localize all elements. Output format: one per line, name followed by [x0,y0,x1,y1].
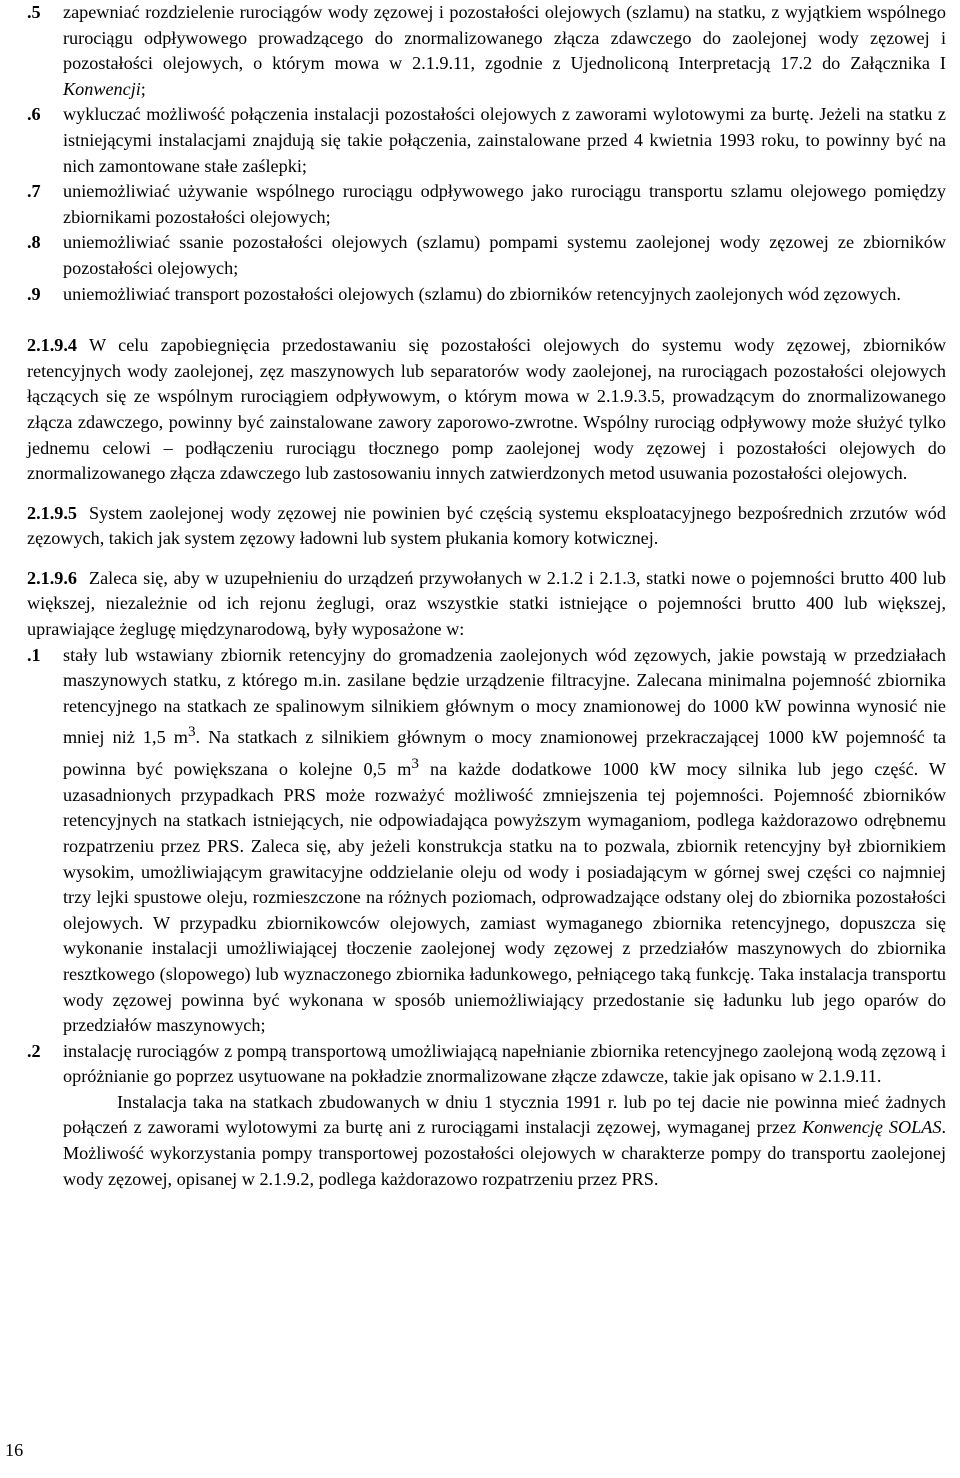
item-number: .9 [27,283,41,304]
section-2-1-9-5: 2.1.9.5 System zaolejonej wody zęzowej nie powinien być częścią systemu eksploatacyjnego bezpośrednich zrzutów wód zęzowych, takich jak system zęzowy ładowni lub system płukania komory kotwicznej. [27,502,946,549]
list-item-8: .8 uniemożliwiać ssanie pozostałości olejowych (szlamu) pompami systemu zaolejonej wody zęzowej ze zbiorników pozostałości olejowych; [27,232,946,278]
section-number: 2.1.9.5 [27,502,78,523]
sub-item-2: .2 instalację rurociągów z pompą transportową umożliwiającą napełnianie zbiornika retencyjnego zaolejoną wodą zęzową i opróżnianie go poprzez usytuowane na pokładzie znormalizowane złącze zdawcze, takie jak opisano w 2.1.9.11. [27,1040,946,1087]
list-item-7: .7 uniemożliwiać używanie wspólnego rurociągu odpływowego jako rurociągu transportu szlamu olejowego pomiędzy zbiornikami pozostałości olejowych; [27,181,946,227]
list-item-5: .5 zapewniać rozdzielenie rurociągów wody zęzowej i pozostałości olejowych (szlamu) na statku, z wyjątkiem wspólnego rurociągu odpływowego prowadzącego do znormalizowanego złącza zdawczego do zaolejonej wody zęzowej i pozostałości olejowych, o którym mowa w 2.1.9.11, zgodnie z Ujednoliconą Interpretacją 17.2 do Załącznika I Konwencji; [27,2,946,99]
item-number: .7 [27,181,41,202]
section-number: 2.1.9.4 [27,335,78,356]
section-2-1-9-6: 2.1.9.6 Zaleca się, aby w uzupełnieniu do urządzeń przywołanych w 2.1.2 i 2.1.3, statki nowe o pojemności brutto 400 lub większej, niezależnie od ich rejonu żeglugi, oraz wszystkie statki istniejące o pojemności brutto 400 lub większej, uprawiające żeglugę międzynarodową, były wyposażone w: [27,567,946,640]
sub-item-1: .1 stały lub wstawiany zbiornik retencyjny do gromadzenia zaolejonych wód zęzowych, jakie powstają w przedziałach maszynowych statku, z którego m.in. zasilane będzie urządzenie filtracyjne. Zalecana minimalna pojemność zbiornika retencyjnego na statkach ze spalinowym silnikiem głównym o mocy znamionowej do 1000 kW powinna wynosić nie mniej niż 1,5 $m^3$. Na statkach z silnikiem głównym o mocy znamionowej przekraczającej 1000 kW pojemność ta powinna być powiększana o kolejne 0,5 $m^3$ na każde dodatkowe 1000 kW mocy silnika lub jego część. W uzasadnionych przypadkach PRS może rozważyć możliwość zmniejszenia tej pojemności. Pojemność zbiorników retencyjnych na statkach istniejących, nie odpowiadająca powyższym wymaganiom, podlega każdorazowo odrębnemu rozpatrzeniu przez PRS. Zaleca się, aby jeżeli konstrukcja statku na to pozwala, zbiornik retencyjny był zbiornikiem wysokim, umożliwiającym grawitacyjne oddzielanie oleju od wody i posiadającym w górnej swej części co najmniej trzy lejki spustowe oleju, rozmieszczone na różnych poziomach, odprowadzające odstany olej do zbiornika pozostałości olejowych. W przypadku zbiornikowców olejowych, zamiast wymaganego zbiornika retencyjnego, dopuszcza się wykonanie instalacji umożliwiającej tłoczenie zaolejonej wody zęzowej z przedziałów maszynowych do zbiornika resztkowego (slopowego) lub wyznaczonego zbiornika ładunkowego, pełniącego taką funkcję. Taka instalacja transportu wody zęzowej powinna być wykonana w sposób uniemożliwiający przedostanie się ładunku lub jego oparów do przedziałów maszynowych; [27,644,946,1036]
installation-note: Instalacja taka na statkach zbudowanych w dniu 1 stycznia 1991 r. lub po tej dacie nie powinna mieć żadnych połączeń z zaworami wylotowymi za burtę ani z rurociągami instalacji zęzowej, wymaganej przez Konwencję SOLAS. Możliwość wykorzystania pompy transportowej pozostałości olejowych w charakterze pompy do transportu zaolejonej wody zęzowej, opisanej w 2.1.9.2, podlega każdorazowo rozpatrzeniu przez PRS. [63,1091,946,1189]
item-number: .6 [27,104,41,125]
section-number: 2.1.9.6 [27,567,78,588]
item-number: .8 [27,232,41,253]
item-number: .5 [27,2,41,22]
item-number: .2 [27,1040,41,1061]
page-number: 16 [5,1440,24,1460]
item-number: .1 [27,644,41,665]
list-item-6: .6 wykluczać możliwość połączenia instalacji pozostałości olejowych z zaworami wylotowymi za burtę. Jeżeli na statku z istniejącymi instalacjami znajdują się takie połączenia, zainstalowane przed 4 kwietnia 1993 roku, to powinny być na nich zamontowane stałe zaślepki; [27,104,946,176]
document-body [27,0,946,1192]
list-item-9: .9 uniemożliwiać transport pozostałości olejowych (szlamu) do zbiorników retencyjnych zaolejonych wód zęzowych. [27,282,946,308]
section-2-1-9-4: 2.1.9.4 W celu zapobiegnięcia przedostawaniu się pozostałości olejowych do systemu wody zęzowej, zbiorników retencyjnych wody zaolejonej, zęz maszynowych lub separatorów wody zaolejonej, na rurociągach pozostałości olejowych łączących się ze wspólnym rurociągiem odpływowym, o którym mowa w 2.1.9.3.5, prowadzącym do znormalizowanego złącza zdawczego, powinny być zainstalowane zawory zaporowo-zwrotne. Wspólny rurociąg odpływowy może służyć tylko jednemu celowi – podłączeniu rurociągu tłocznego pomp zaolejonej wody zęzowej i pozostałości olejowych do znormalizowanego złącza zdawczego lub zastosowaniu innych zatwierdzonych metod usuwania pozostałości olejowych. [27,335,946,484]
